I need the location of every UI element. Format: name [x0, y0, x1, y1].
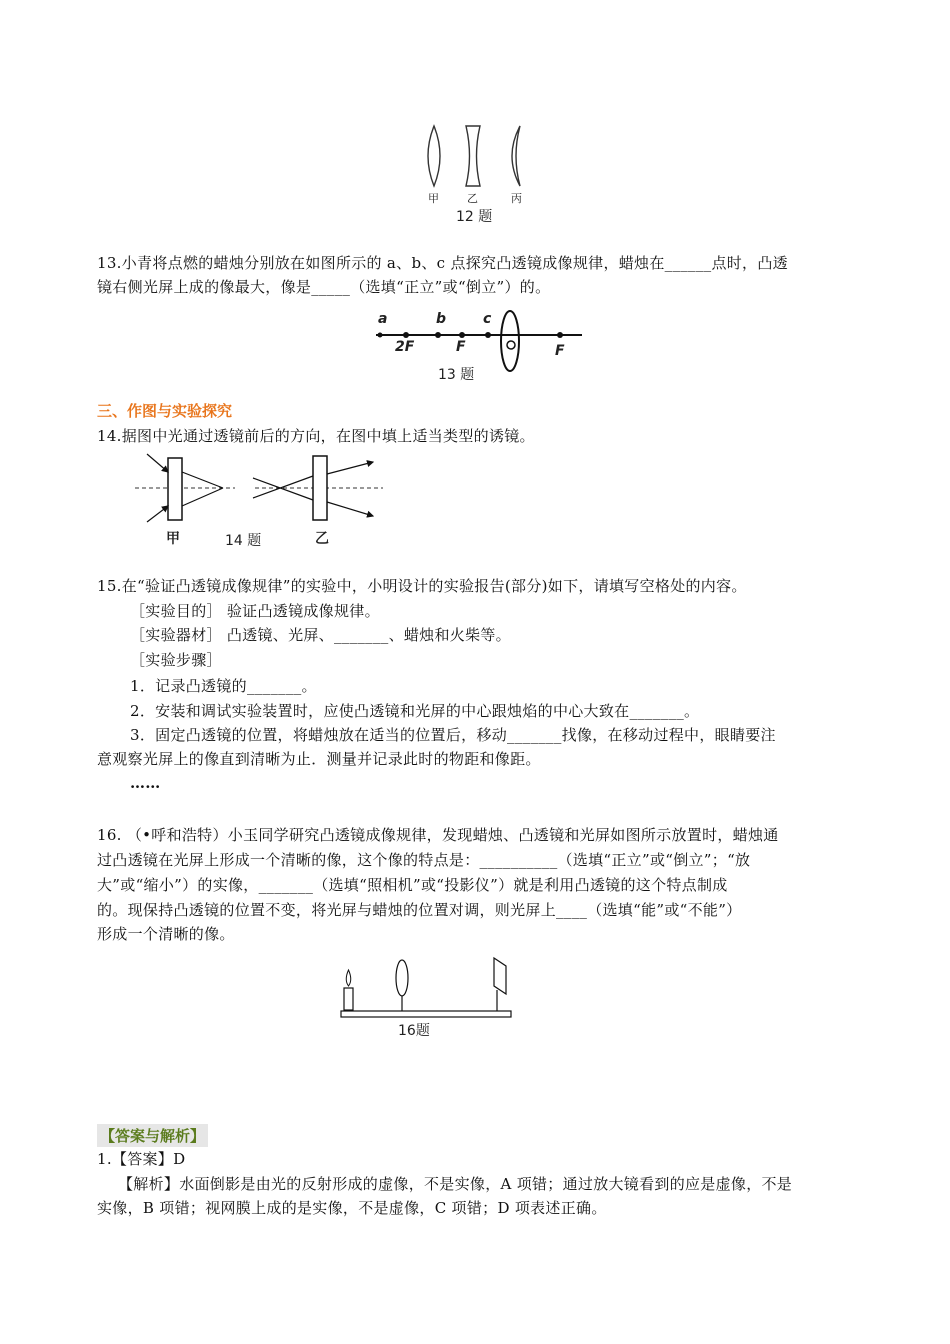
figure-13-caption: 13 题 — [438, 367, 475, 383]
figure-16-caption: 16题 — [398, 1023, 430, 1039]
convex-lens-jia — [428, 126, 440, 186]
label-bing: 丙 — [511, 192, 522, 205]
meniscus-lens-bing — [512, 126, 520, 186]
figure-14-label-yi: 乙 — [315, 531, 329, 547]
q15-steps-title: ［实验步骤］ — [130, 651, 222, 669]
q15-ellipsis: …… — [130, 774, 161, 792]
q16-line1: 16. （•呼和浩特）小玉同学研究凸透镜成像规律，发现蜡烛、凸透镜和光屏如图所示放置时，蜡烛通 — [97, 826, 779, 844]
axis-label-2f: 2F — [395, 339, 415, 355]
point-label-c: c — [483, 311, 492, 327]
q15-step3-line2: 意观察光屏上的像直到清晰为止．测量并记录此时的物距和像距。 — [97, 750, 541, 768]
q16-line5: 形成一个清晰的像。 — [97, 925, 235, 943]
concave-lens-yi — [466, 126, 480, 186]
ray-diagram-14 — [135, 450, 385, 530]
axis-label-f-right: F — [555, 343, 565, 359]
q16-line3: 大”或“缩小”）的实像，_______（选填“照相机”或“投影仪”）就是利用凸透镜的这个特点制成 — [97, 876, 728, 894]
q14-text: 14.据图中光通过透镜前后的方向，在图中填上适当类型的诱镜。 — [97, 427, 535, 445]
answers-title: 【答案与解析】 — [97, 1124, 208, 1147]
lens-shapes — [420, 124, 530, 194]
q15-intro: 15.在“验证凸透镜成像规律”的实验中，小明设计的实验报告(部分)如下，请填写空格处的内容。 — [97, 577, 747, 595]
figure-12-caption: 12 题 — [456, 209, 493, 225]
figure-14-caption: 14 题 — [225, 533, 262, 549]
q15-purpose: ［实验目的］ 验证凸透镜成像规律。 — [130, 602, 380, 620]
q15-step1: 1．记录凸透镜的_______。 — [130, 677, 317, 695]
explanation-1-line1: 【解析】水面倒影是由光的反射形成的虚像，不是实像，A 项错；通过放大镜看到的应是虚像，不是 — [118, 1175, 793, 1193]
q13-line1: 13.小青将点燃的蜡烛分别放在如图所示的 a、b、c 点探究凸透镜成像规律，蜡烛在______点时，凸透 — [97, 254, 788, 272]
q16-line4: 的。现保持凸透镜的位置不变，将光屏与蜡烛的位置对调，则光屏上____（选填“能”或“不能”） — [97, 901, 742, 919]
q16-line2: 过凸透镜在光屏上形成一个清晰的像，这个像的特点是：__________（选填“正立”或“倒立”；“放 — [97, 851, 751, 869]
q15-equipment: ［实验器材］ 凸透镜、光屏、_______、蜡烛和火柴等。 — [130, 626, 511, 644]
q13-line2: 镜右侧光屏上成的像最大，像是_____（选填“正立”或“倒立”）的。 — [97, 278, 551, 296]
optical-bench-16 — [340, 958, 515, 1020]
section-3-title: 三、作图与实验探究 — [97, 402, 233, 420]
label-yi: 乙 — [467, 192, 478, 205]
explanation-1-line2: 实像，B 项错；视网膜上成的是实像，不是虚像，C 项错；D 项表述正确。 — [97, 1199, 607, 1217]
axis-label-f-left: F — [456, 339, 466, 355]
point-label-b: b — [436, 311, 447, 327]
figure-14-label-jia: 甲 — [166, 531, 180, 547]
q15-step3-line1: 3．固定凸透镜的位置，将蜡烛放在适当的位置后，移动_______找像，在移动过程中，眼睛要注 — [130, 726, 776, 744]
q15-step2: 2．安装和调试实验装置时，应使凸透镜和光屏的中心跟烛焰的中心大致在_______。 — [130, 702, 700, 720]
point-label-a: a — [378, 311, 388, 327]
answer-1: 1.【答案】D — [97, 1150, 186, 1168]
label-jia: 甲 — [428, 192, 439, 205]
